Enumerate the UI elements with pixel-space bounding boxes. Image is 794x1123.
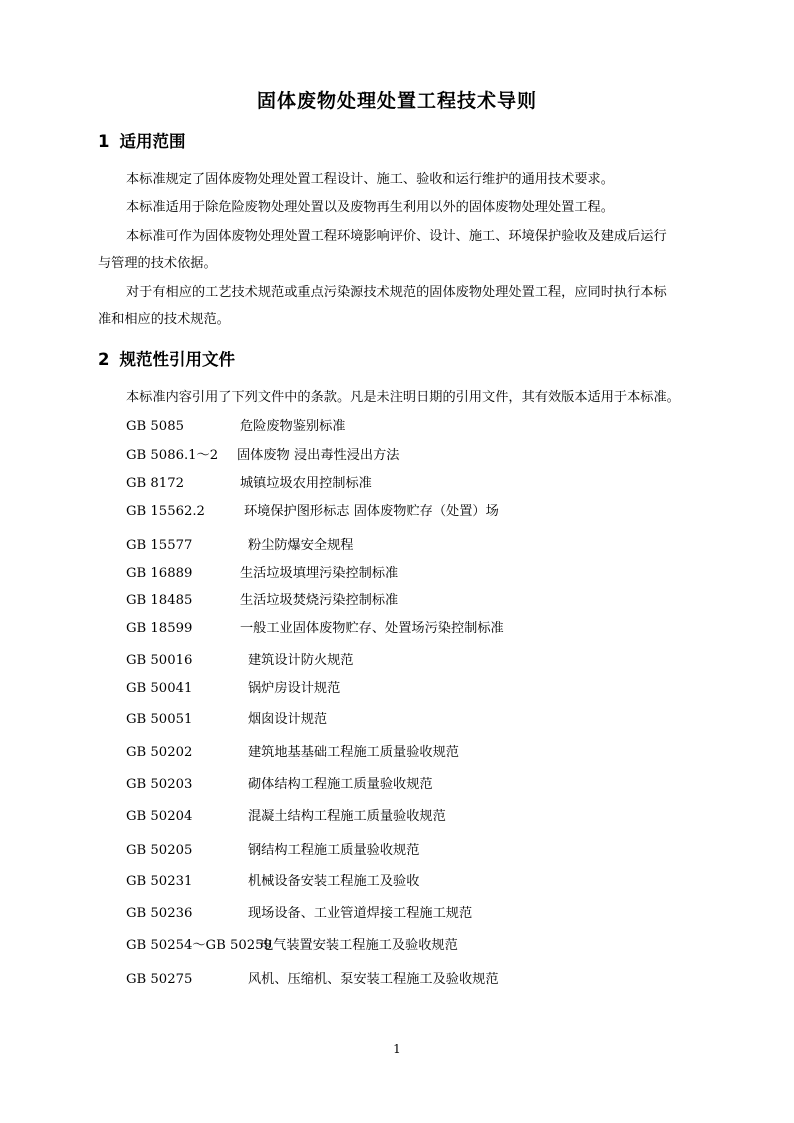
reference-code: GB 18599 bbox=[126, 621, 193, 636]
reference-code: GB 50205 bbox=[126, 843, 193, 858]
reference-title: 机械设备安装工程施工及验收 bbox=[248, 874, 420, 889]
paragraph-line: 对于有相应的工艺技术规范或重点污染源技术规范的固体废物处理处置工程，应同时执行本标 bbox=[126, 285, 667, 300]
reference-code: GB 5086.1～2 bbox=[126, 448, 219, 463]
reference-code: GB 15562.2 bbox=[126, 504, 205, 519]
reference-code: GB 15577 bbox=[126, 538, 193, 553]
reference-code: GB 50204 bbox=[126, 809, 193, 824]
reference-title: 锅炉房设计规范 bbox=[248, 681, 341, 696]
reference-title: 一般工业固体废物贮存、处置场污染控制标准 bbox=[240, 621, 504, 636]
reference-title: 建筑地基基础工程施工质量验收规范 bbox=[248, 745, 459, 760]
reference-title: 钢结构工程施工质量验收规范 bbox=[248, 843, 420, 858]
reference-code: GB 50236 bbox=[126, 906, 193, 921]
paragraph-line: 本标准可作为固体废物处理处置工程环境影响评价、设计、施工、环境保护验收及建成后运行 bbox=[126, 229, 667, 244]
section-title: 规范性引用文件 bbox=[119, 350, 235, 369]
section-1-heading bbox=[98, 128, 185, 152]
reference-code: GB 50275 bbox=[126, 972, 193, 987]
document-title: 固体废物处理处置工程技术导则 bbox=[256, 90, 537, 112]
reference-title: 生活垃圾焚烧污染控制标准 bbox=[240, 593, 399, 608]
section-number: 1 bbox=[98, 132, 110, 151]
reference-code: GB 18485 bbox=[126, 593, 193, 608]
reference-code: GB 5085 bbox=[126, 419, 184, 434]
reference-title: 电气装置安装工程施工及验收规范 bbox=[260, 938, 458, 953]
reference-title: 烟囱设计规范 bbox=[248, 712, 328, 727]
reference-title: 建筑设计防火规范 bbox=[248, 653, 354, 668]
page-number: 1 bbox=[393, 1042, 401, 1056]
section-2-heading bbox=[98, 346, 235, 370]
section-intro: 本标准内容引用了下列文件中的条款。凡是未注明日期的引用文件，其有效版本适用于本标准。 bbox=[126, 390, 680, 405]
reference-title: 危险废物鉴别标准 bbox=[240, 419, 346, 434]
paragraph-line: 与管理的技术依据。 bbox=[98, 256, 217, 271]
reference-title: 混凝土结构工程施工质量验收规范 bbox=[248, 809, 446, 824]
reference-title: 固体废物 浸出毒性浸出方法 bbox=[237, 448, 400, 463]
reference-code: GB 50041 bbox=[126, 681, 193, 696]
section-title: 适用范围 bbox=[119, 132, 186, 151]
reference-code: GB 8172 bbox=[126, 476, 184, 491]
reference-title: 现场设备、工业管道焊接工程施工规范 bbox=[248, 906, 473, 921]
reference-title: 粉尘防爆安全规程 bbox=[248, 538, 354, 553]
reference-title: 城镇垃圾农用控制标准 bbox=[240, 476, 372, 491]
reference-code: GB 50202 bbox=[126, 745, 193, 760]
reference-title: 生活垃圾填埋污染控制标准 bbox=[240, 566, 399, 581]
reference-code: GB 50254～GB 50259 bbox=[126, 938, 272, 953]
paragraph-line: 准和相应的技术规范。 bbox=[98, 312, 230, 327]
reference-title: 砌体结构工程施工质量验收规范 bbox=[248, 777, 433, 792]
paragraph-line: 本标准规定了固体废物处理处置工程设计、施工、验收和运行维护的通用技术要求。 bbox=[126, 172, 614, 187]
reference-code: GB 50016 bbox=[126, 653, 193, 668]
paragraph-line: 本标准适用于除危险废物处理处置以及废物再生利用以外的固体废物处理处置工程。 bbox=[126, 200, 614, 215]
reference-code: GB 50203 bbox=[126, 777, 193, 792]
reference-title: 风机、压缩机、泵安装工程施工及验收规范 bbox=[248, 972, 499, 987]
reference-title: 环境保护图形标志 固体废物贮存（处置）场 bbox=[244, 504, 499, 519]
section-number: 2 bbox=[98, 350, 110, 369]
reference-code: GB 50051 bbox=[126, 712, 193, 727]
reference-code: GB 16889 bbox=[126, 566, 193, 581]
reference-code: GB 50231 bbox=[126, 874, 193, 889]
